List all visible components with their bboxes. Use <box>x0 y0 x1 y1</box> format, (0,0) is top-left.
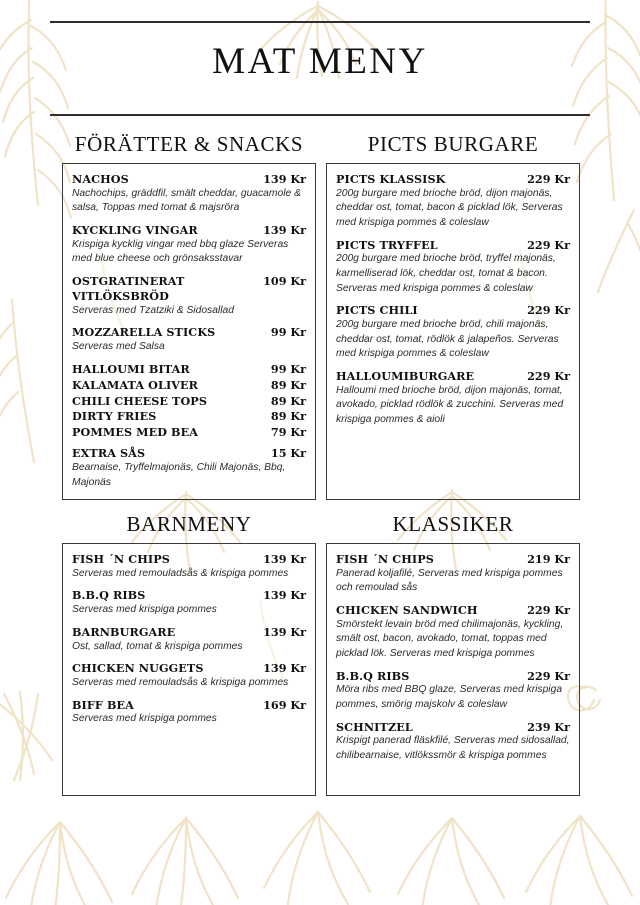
item-price: 139 Kr <box>263 172 306 186</box>
menu-item[interactable] <box>72 325 306 354</box>
item-name: CHICKEN SANDWICH <box>336 603 478 617</box>
menu-item[interactable] <box>336 172 570 231</box>
item-description: 200g burgare med brioche bröd, dijon majonäs, cheddar ost, tomat, bacon & picklad lök, Serveras med krispiga pommes & coleslaw <box>336 187 563 228</box>
menu-item[interactable] <box>72 362 306 378</box>
top-divider-rule <box>50 21 590 23</box>
item-description: Serveras med Tzatziki & Sidosallad <box>72 304 234 316</box>
menu-item[interactable] <box>72 661 306 690</box>
menu-item[interactable] <box>336 238 570 297</box>
menu-item[interactable] <box>336 603 570 662</box>
item-name: OSTGRATINERAT VITLÖKSBRÖD <box>72 274 185 303</box>
item-description: Serveras med krispiga pommes <box>72 604 217 616</box>
menu-item[interactable] <box>336 720 570 764</box>
item-name: PICTS CHILI <box>336 303 418 318</box>
item-price: 99 Kr <box>270 325 306 340</box>
item-name: BARNBURGARE <box>72 624 176 639</box>
menu-item[interactable] <box>72 223 306 267</box>
menu-item[interactable] <box>336 303 570 362</box>
menu-item[interactable] <box>72 425 306 441</box>
item-description: Serveras med Salsa <box>72 340 165 352</box>
menu-item[interactable] <box>72 588 306 617</box>
right-column <box>326 132 580 796</box>
menu-item[interactable] <box>336 669 570 713</box>
menu-box-picts-burgare <box>326 163 580 500</box>
item-name: HALLOUMI BITAR <box>72 362 190 377</box>
item-description: Krispiga kycklig vingar med bbq glaze Serveras med blue cheese och grönsaksstavar <box>72 238 289 265</box>
menu-item[interactable] <box>72 393 306 409</box>
menu-item[interactable] <box>72 409 306 425</box>
item-price: 89 Kr <box>270 409 306 424</box>
item-description: 200g burgare med brioche bröd, chili majonäs, cheddar ost, tomat, rödlök & jalapeños. Serveras med krispiga pommes & coleslaw <box>336 319 559 360</box>
item-description: 200g burgare med brioche bröd, tryffel majonäs, karmelliserad lök, cheddar ost, tomat & bacon. Serveras med krispiga pommes & coleslaw <box>336 253 556 294</box>
menu-item[interactable] <box>72 377 306 393</box>
item-description: Nachochips, gräddfil, smält cheddar, guacamole & salsa, Toppas med tomat & majsröra <box>72 187 301 214</box>
item-price: 229 Kr <box>527 303 570 318</box>
item-name: CHILI CHEESE TOPS <box>72 393 207 408</box>
left-column <box>62 132 316 796</box>
item-price: 109 Kr <box>263 274 306 288</box>
item-price: 169 Kr <box>263 697 306 712</box>
item-name: BIFF BEA <box>72 697 134 712</box>
item-price: 99 Kr <box>270 362 306 377</box>
item-price: 239 Kr <box>527 719 570 734</box>
item-description: Serveras med remouladsås & krispiga pommes <box>72 676 289 688</box>
item-price: 229 Kr <box>527 368 570 383</box>
item-description: Möra ribs med BBQ glaze, Serveras med krispiga pommes, smörig majskolv & coleslaw <box>336 684 563 710</box>
item-name: FISH ´N CHIPS <box>72 552 170 566</box>
item-price: 15 Kr <box>270 446 306 461</box>
section-title-barnmeny: BARNMENY <box>126 512 252 536</box>
item-price: 139 Kr <box>263 624 306 639</box>
item-name: PICTS KLASSISK <box>336 172 446 186</box>
menu-box-foratter-snacks <box>62 163 316 500</box>
item-price: 229 Kr <box>527 172 570 186</box>
menu-item[interactable] <box>72 446 306 490</box>
item-description: Krispigt panerad fläskfilé, Serveras med sidosallad, chilibearnaise, vitlökssmör & krispiga pommes <box>336 735 570 761</box>
menu-item[interactable] <box>72 625 306 654</box>
item-price: 229 Kr <box>527 237 570 252</box>
section-title-picts-burgare: PICTS BURGARE <box>367 132 539 156</box>
item-name: EXTRA SÅS <box>72 446 146 461</box>
item-price: 79 Kr <box>270 425 306 440</box>
menu-item[interactable] <box>336 552 570 596</box>
section-title-klassiker: KLASSIKER <box>392 512 514 536</box>
item-price: 229 Kr <box>527 668 570 683</box>
menu-item[interactable] <box>72 172 306 216</box>
menu-item[interactable] <box>336 369 570 428</box>
item-description: Serveras med remouladsås & krispiga pommes <box>72 567 289 579</box>
item-name: KYCKLING VINGAR <box>72 223 198 237</box>
item-name: MOZZARELLA STICKS <box>72 325 216 340</box>
item-price: 139 Kr <box>263 552 306 566</box>
page-title: MAT MENY <box>212 41 428 82</box>
section-title-foratter-snacks: FÖRÄTTER & SNACKS <box>74 132 304 156</box>
item-name: FISH ´N CHIPS <box>336 552 434 566</box>
item-price: 219 Kr <box>527 552 570 566</box>
item-description: Smörstekt levain bröd med chilimajonäs, kyckling, smält ost, bacon, avokado, tomat, toppas med picklad lök. Serveras med krispiga pommes <box>336 618 564 659</box>
item-description: Bearnaise, Tryffelmajonäs, Chili Majonäs, Bbq, Majonäs <box>72 462 286 488</box>
menu-box-barnmeny <box>62 543 316 796</box>
item-price: 139 Kr <box>263 661 306 676</box>
menu-item[interactable] <box>72 274 306 318</box>
item-description: Ost, sallad, tomat & krispiga pommes <box>72 640 243 652</box>
item-name: DIRTY FRIES <box>72 409 157 424</box>
item-price: 89 Kr <box>270 377 306 392</box>
item-name: KALAMATA OLIVER <box>72 377 199 392</box>
item-name: CHICKEN NUGGETS <box>72 661 204 676</box>
item-description: Serveras med krispiga pommes <box>72 713 217 725</box>
item-description: Panerad koljafilé, Serveras med krispiga pommes och remoulad sås <box>336 567 563 594</box>
item-description: Halloumi med brioche bröd, dijon majonäs, tomat, avokado, picklad rödlök & zucchini. Serveras med krispiga pommes & aioli <box>336 384 564 425</box>
menu-item[interactable] <box>72 698 306 727</box>
menu-item[interactable] <box>72 552 306 581</box>
menu-box-klassiker <box>326 543 580 796</box>
item-name: SCHNITZEL <box>336 719 413 734</box>
item-name: NACHOS <box>72 172 129 186</box>
item-price: 139 Kr <box>263 223 306 237</box>
item-name: PICTS TRYFFEL <box>336 237 438 252</box>
item-name: HALLOUMIBURGARE <box>336 368 475 383</box>
item-name: POMMES MED BEA <box>72 425 198 440</box>
item-name: B.B.Q RIBS <box>336 668 410 683</box>
item-name: B.B.Q RIBS <box>72 588 146 603</box>
item-price: 139 Kr <box>263 588 306 603</box>
item-price: 89 Kr <box>270 393 306 408</box>
title-divider-rule <box>50 114 590 116</box>
item-price: 229 Kr <box>527 603 570 617</box>
